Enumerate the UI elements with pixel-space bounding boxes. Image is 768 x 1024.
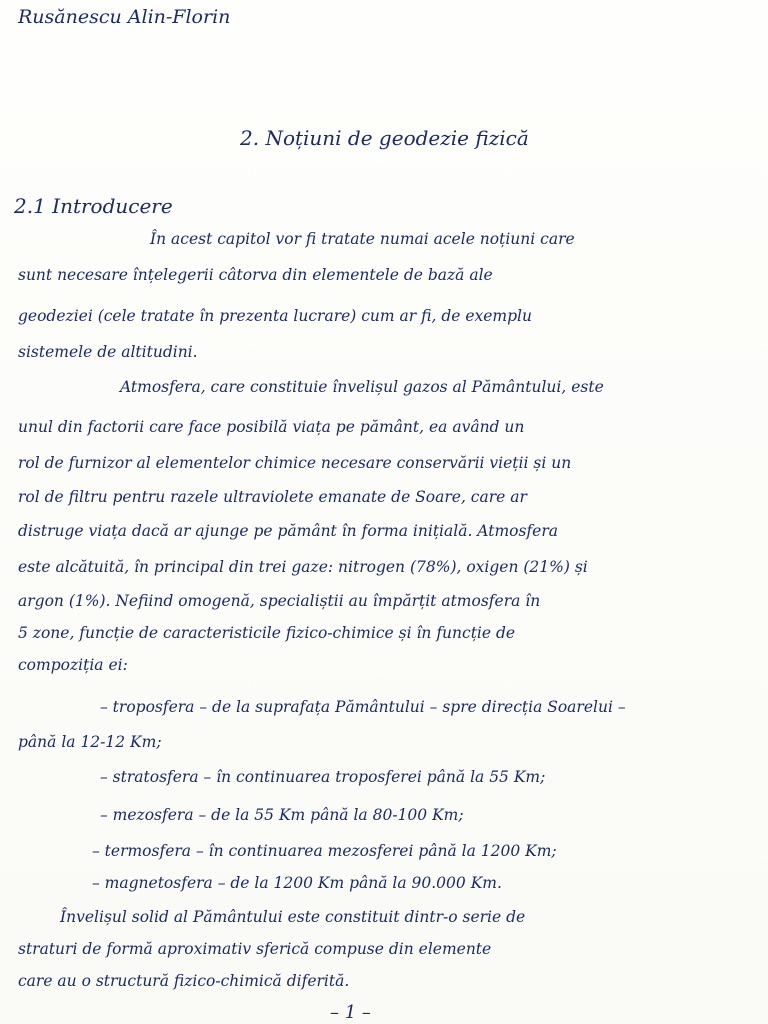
author-name: Rusănescu Alin-Florin: [18, 6, 231, 28]
list-item: – termosfera – în continuarea mezosferei până la 1200 Km;: [92, 842, 557, 860]
text-line: Atmosfera, care constituie învelișul gazos al Pământului, este: [120, 378, 604, 396]
list-item: – mezosfera – de la 55 Km până la 80-100 Km;: [100, 806, 464, 824]
text-line: sunt necesare înțelegerii câtorva din elementele de bază ale: [18, 266, 493, 284]
text-line: În acest capitol vor fi tratate numai acele noțiuni care: [150, 230, 575, 248]
text-line: rol de filtru pentru razele ultraviolete emanate de Soare, care ar: [18, 488, 527, 506]
text-line: distruge viața dacă ar ajunge pe pământ în forma inițială. Atmosfera: [18, 522, 558, 540]
section-heading: 2.1 Introducere: [14, 194, 173, 218]
page-number: – 1 –: [330, 1002, 371, 1023]
text-line: sistemele de altitudini.: [18, 343, 198, 361]
text-line: rol de furnizor al elementelor chimice necesare conservării vieții și un: [18, 454, 572, 472]
text-line: este alcătuită, în principal din trei gaze: nitrogen (78%), oxigen (21%) și: [18, 558, 588, 576]
list-item: – troposfera – de la suprafața Pământului – spre direcția Soarelui –: [100, 698, 626, 716]
text-line: argon (1%). Nefiind omogenă, specialiștii au împărțit atmosfera în: [18, 592, 541, 610]
text-line: care au o structură fizico-chimică diferită.: [18, 972, 350, 990]
text-line: până la 12-12 Km;: [18, 733, 162, 751]
text-line: geodeziei (cele tratate în prezenta lucrare) cum ar fi, de exemplu: [18, 307, 532, 325]
list-item: – magnetosfera – de la 1200 Km până la 90.000 Km.: [92, 874, 502, 892]
text-line: 5 zone, funcție de caracteristicile fizico-chimice și în funcție de: [18, 624, 516, 642]
list-item: – stratosfera – în continuarea troposferei până la 55 Km;: [100, 768, 546, 786]
text-line: unul din factorii care face posibilă viața pe pământ, ea având un: [18, 418, 525, 436]
text-line: straturi de formă aproximativ sferică compuse din elemente: [18, 940, 492, 958]
text-line: compoziția ei:: [18, 656, 128, 674]
text-line: Învelișul solid al Pământului este constituit dintr-o serie de: [60, 908, 526, 926]
page-title: 2. Noțiuni de geodezie fizică: [240, 126, 529, 150]
